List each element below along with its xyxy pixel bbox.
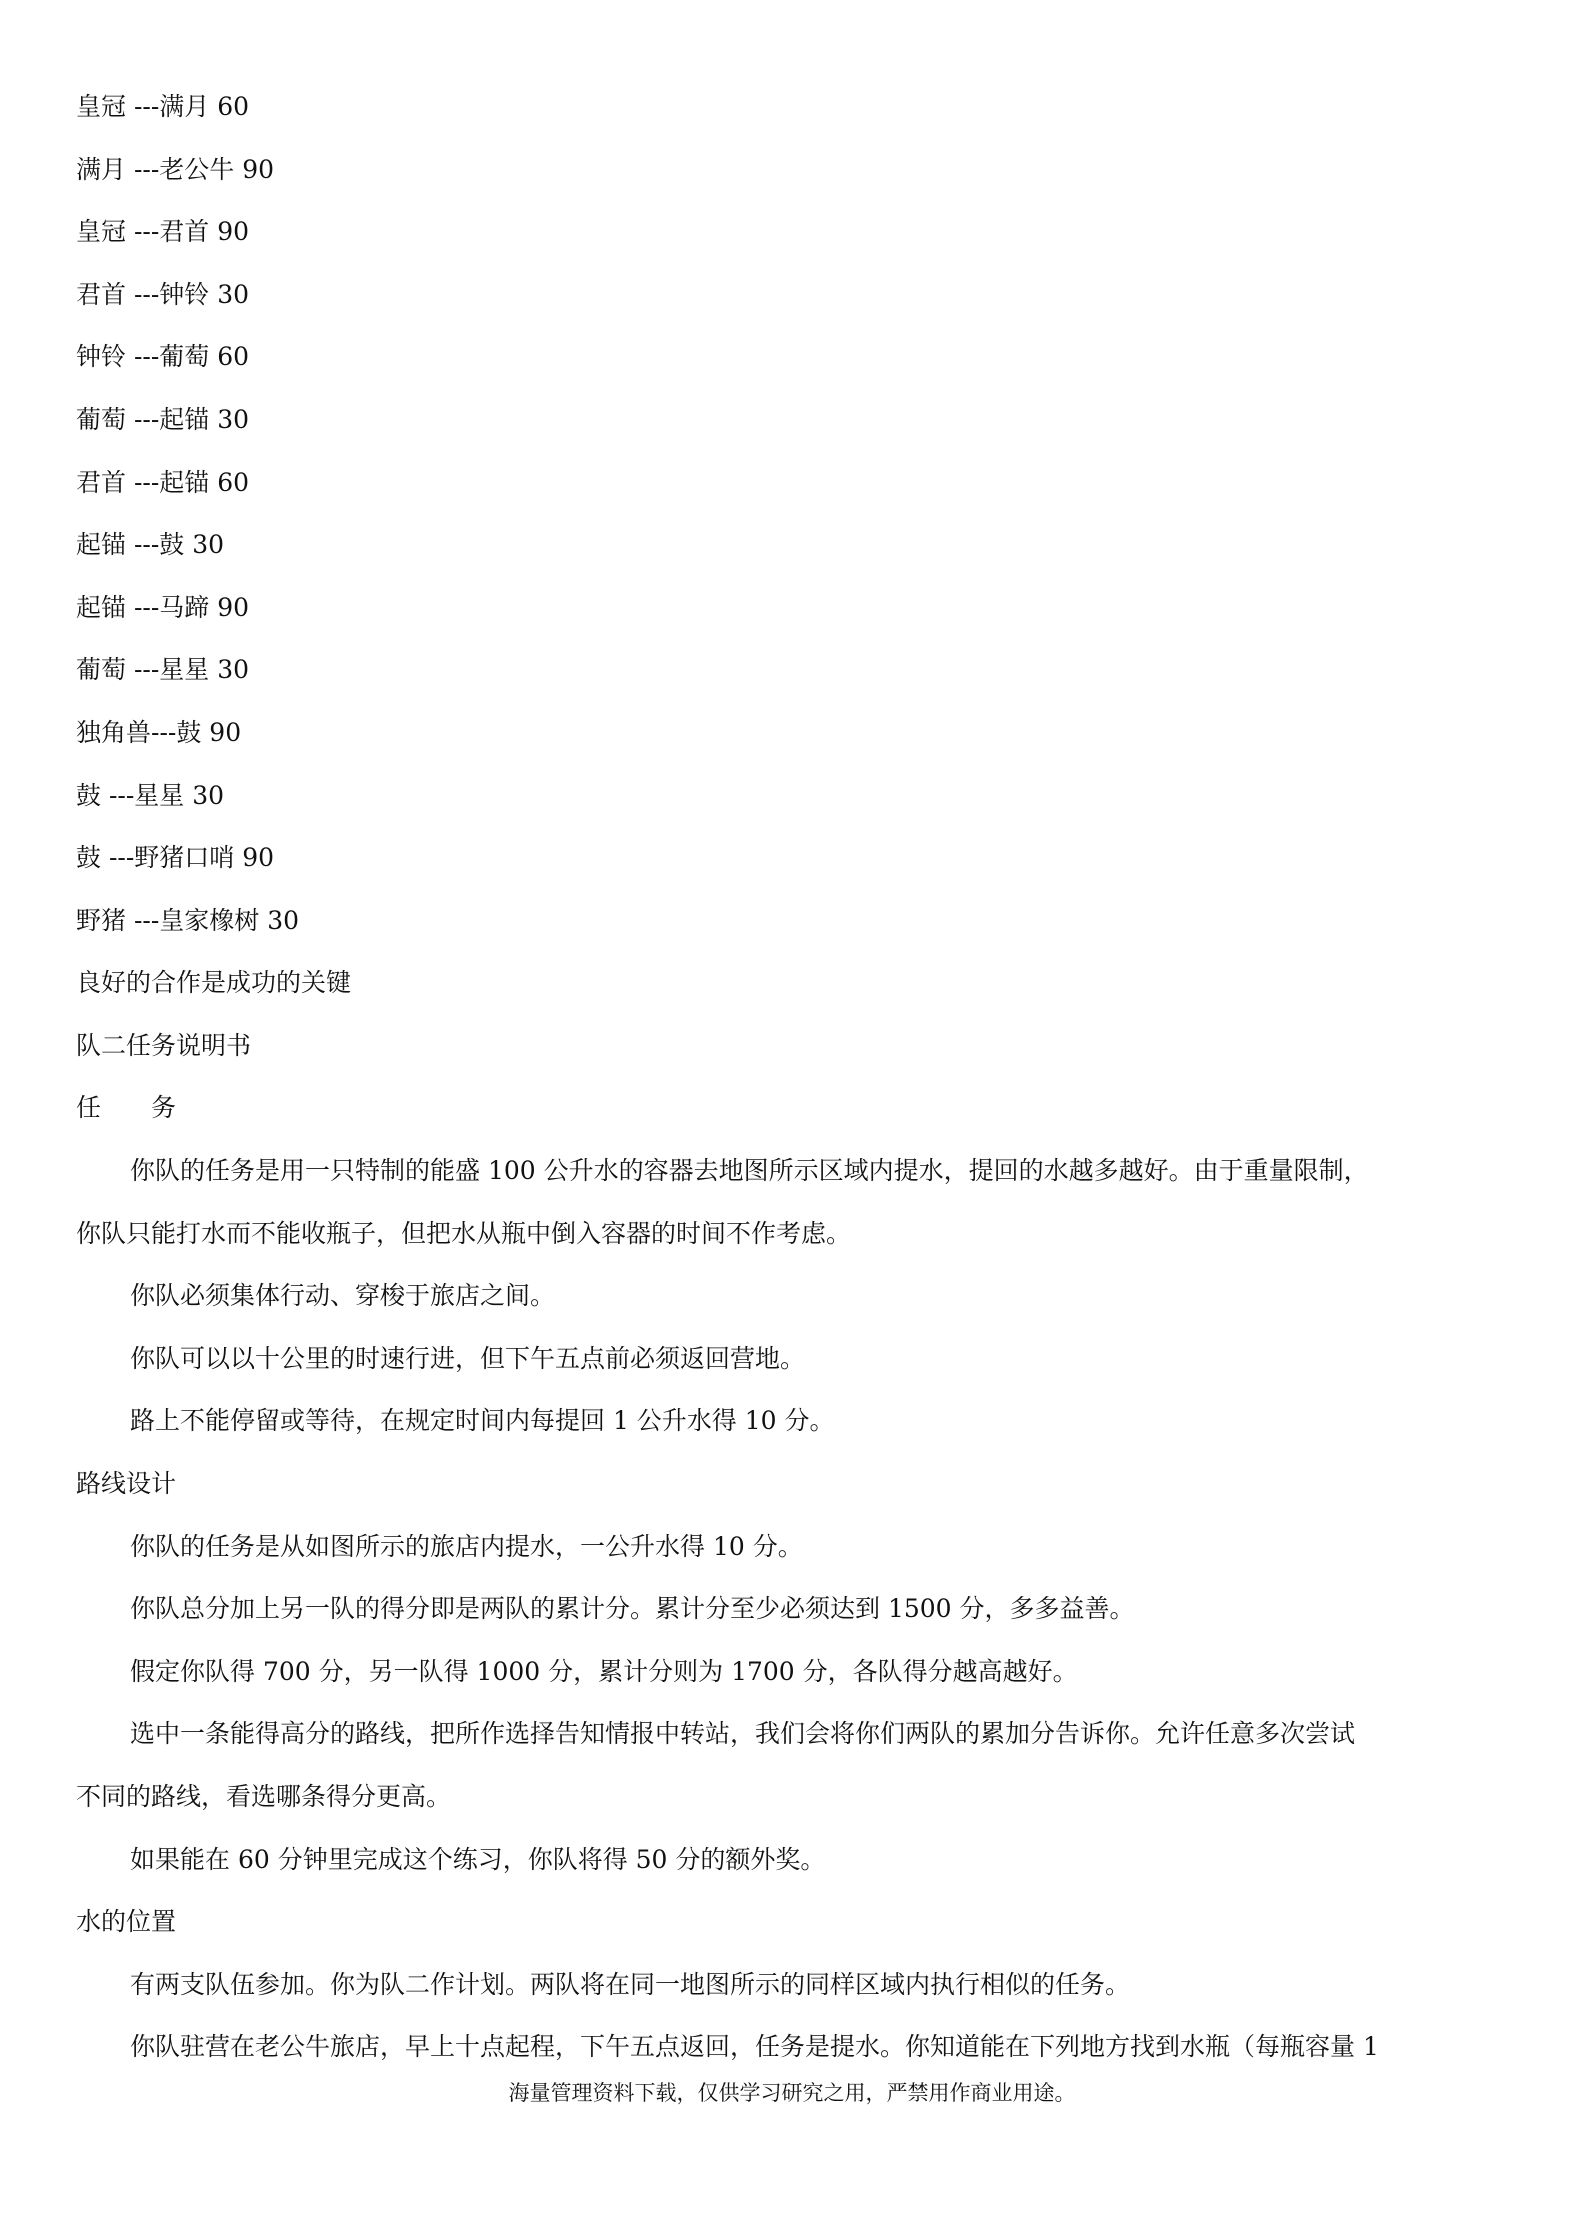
- route-line: 葡萄 ---起锚 30: [76, 405, 250, 434]
- water-paragraph-2: 你队驻营在老公牛旅店，早上十点起程，下午五点返回，任务是提水。你知道能在下列地方找到水瓶（每瓶容量 1: [130, 2032, 1379, 2061]
- route-heading: 路线设计: [76, 1469, 177, 1498]
- section-title: 队二任务说明书: [76, 1031, 252, 1060]
- route-paragraph-2: 你队总分加上另一队的得分即是两队的累计分。累计分至少必须达到 1500 分，多多益善。: [130, 1594, 1135, 1623]
- route-line: 皇冠 ---满月 60: [76, 92, 250, 121]
- route-line: 皇冠 ---君首 90: [76, 217, 250, 246]
- page-footer: 海量管理资料下载，仅供学习研究之用，严禁用作商业用途。: [508, 2081, 1076, 2105]
- route-line: 君首 ---起锚 60: [76, 468, 250, 497]
- task-paragraph-3: 你队可以以十公里的时速行进，但下午五点前必须返回营地。: [130, 1344, 806, 1373]
- route-line: 钟铃 ---葡萄 60: [76, 342, 250, 371]
- route-line: 野猪 ---皇家橡树 30: [76, 906, 300, 935]
- route-line: 独角兽---鼓 90: [76, 718, 242, 747]
- route-paragraph-4: 选中一条能得高分的路线，把所作选择告知情报中转站，我们会将你们两队的累加分告诉你。允许任意多次尝试: [130, 1719, 1356, 1748]
- route-line: 君首 ---钟铃 30: [76, 280, 250, 309]
- task-paragraph-1-cont: 你队只能打水而不能收瓶子，但把水从瓶中倒入容器的时间不作考虑。: [76, 1219, 852, 1248]
- route-paragraph-3: 假定你队得 700 分，另一队得 1000 分，累计分则为 1700 分，各队得分越高越好。: [130, 1657, 1078, 1686]
- route-paragraph-1: 你队的任务是从如图所示的旅店内提水，一公升水得 10 分。: [130, 1532, 803, 1561]
- route-line: 起锚 ---马蹄 90: [76, 593, 250, 622]
- route-line: 鼓 ---野猪口哨 90: [76, 843, 275, 872]
- route-line: 起锚 ---鼓 30: [76, 530, 225, 559]
- water-heading: 水的位置: [76, 1907, 177, 1936]
- task-paragraph-4: 路上不能停留或等待，在规定时间内每提回 1 公升水得 10 分。: [130, 1406, 835, 1435]
- route-line: 鼓 ---星星 30: [76, 781, 225, 810]
- task-paragraph-2: 你队必须集体行动、穿梭于旅店之间。: [130, 1281, 556, 1310]
- route-line: 葡萄 ---星星 30: [76, 655, 250, 684]
- motto: 良好的合作是成功的关键: [76, 968, 352, 997]
- route-paragraph-4-cont: 不同的路线，看选哪条得分更高。: [76, 1782, 452, 1811]
- route-paragraph-5: 如果能在 60 分钟里完成这个练习，你队将得 50 分的额外奖。: [130, 1845, 826, 1874]
- task-heading: 任 务: [76, 1093, 177, 1122]
- water-paragraph-1: 有两支队伍参加。你为队二作计划。两队将在同一地图所示的同样区域内执行相似的任务。: [130, 1970, 1131, 1999]
- route-line: 满月 ---老公牛 90: [76, 155, 275, 184]
- task-paragraph-1: 你队的任务是用一只特制的能盛 100 公升水的容器去地图所示区域内提水，提回的水越多越好。由于重量限制，: [130, 1156, 1369, 1185]
